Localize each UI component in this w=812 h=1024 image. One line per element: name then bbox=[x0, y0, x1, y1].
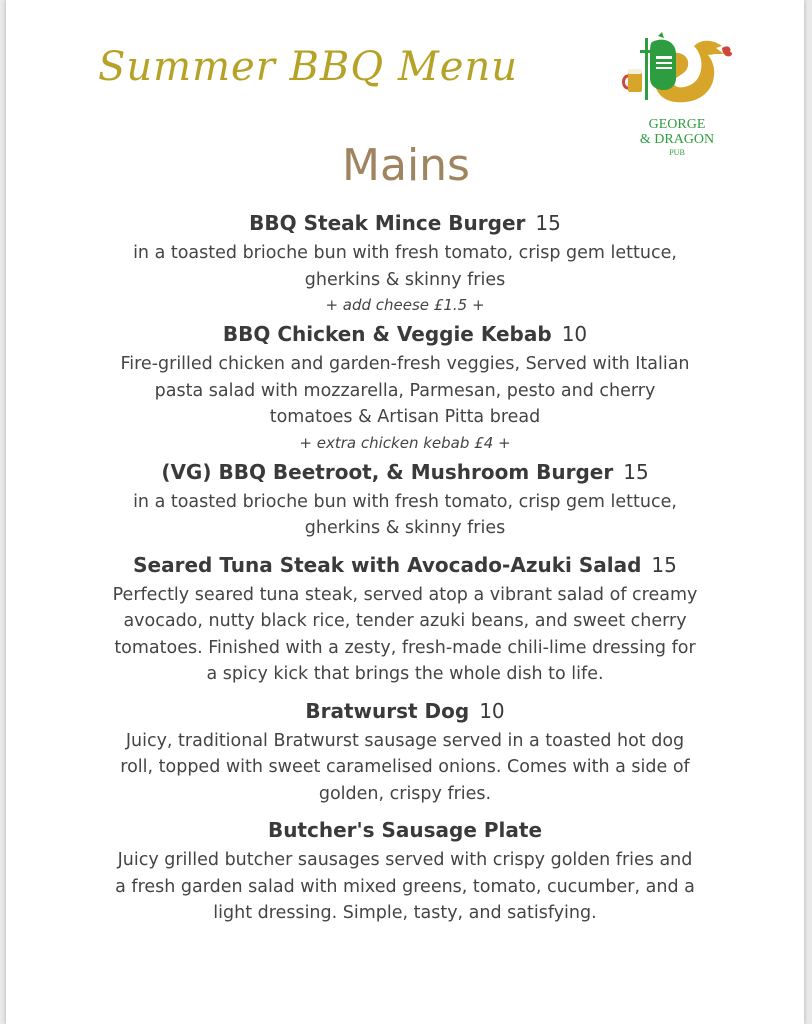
item-price: 15 bbox=[623, 459, 649, 484]
item-name: BBQ Steak Mince Burger bbox=[249, 211, 526, 235]
item-name: BBQ Chicken & Veggie Kebab bbox=[222, 322, 552, 346]
item-extra: + extra chicken kebab £4 + bbox=[299, 433, 511, 452]
item-description-line: a fresh garden salad with mixed greens, tomato, cucumber, and a bbox=[115, 876, 695, 897]
item-description-line: in a toasted brioche bun with fresh tomato, crisp gem lettuce, bbox=[133, 243, 677, 263]
item-heading bbox=[6, 548, 804, 582]
item-description-line: light dressing. Simple, tasty, and satisfying. bbox=[213, 903, 597, 923]
item-heading bbox=[6, 455, 804, 489]
item-price: 15 bbox=[535, 211, 561, 235]
item-name: Seared Tuna Steak with Avocado-Azuki Salad bbox=[133, 552, 642, 577]
menu-item bbox=[6, 317, 804, 455]
item-description-line: avocado, nutty black rice, tender azuki beans, and sweet cherry bbox=[123, 611, 687, 631]
logo-text-dragon: & DRAGON bbox=[639, 132, 715, 147]
item-description-line: Perfectly seared tuna steak, served atop a vibrant salad of creamy bbox=[112, 584, 698, 605]
menu-list bbox=[6, 206, 804, 927]
item-description-line: golden, crispy fries. bbox=[318, 783, 492, 804]
item-price: 10 bbox=[561, 322, 588, 346]
item-heading bbox=[6, 206, 804, 240]
item-description-line: pasta salad with mozzarella, Parmesan, pesto and cherry bbox=[154, 380, 656, 401]
item-description-line: tomatoes & Artisan Pitta bread bbox=[269, 407, 541, 427]
menu-item bbox=[6, 694, 804, 814]
item-description-line: a spicy kick that brings the whole dish to life. bbox=[206, 664, 604, 684]
item-description-line: Fire-grilled chicken and garden-fresh veggies, Served with Italian bbox=[120, 354, 690, 374]
george-and-dragon-logo-icon bbox=[618, 32, 736, 118]
item-description-line: roll, topped with sweet caramelised onions. Comes with a side of bbox=[120, 757, 690, 777]
menu-item bbox=[6, 206, 804, 317]
section-title: Mains bbox=[342, 140, 470, 191]
item-price: 10 bbox=[479, 698, 505, 723]
menu-item bbox=[6, 455, 804, 548]
logo-text-george: GEORGE bbox=[648, 117, 706, 132]
item-name: Butcher's Sausage Plate bbox=[267, 818, 543, 842]
item-heading bbox=[6, 813, 804, 847]
menu-item bbox=[6, 548, 804, 694]
menu-item bbox=[6, 813, 804, 927]
logo-text-pub: PUB bbox=[669, 148, 685, 157]
item-description-line: gherkins & skinny fries bbox=[304, 518, 506, 538]
item-heading bbox=[6, 317, 804, 351]
menu-title: Summer BBQ Menu bbox=[98, 44, 518, 90]
item-price: 15 bbox=[651, 552, 677, 577]
item-description-line: Juicy, traditional Bratwurst sausage served in a toasted hot dog bbox=[125, 730, 685, 751]
item-extra: + add cheese £1.5 + bbox=[325, 296, 485, 314]
item-description-line: gherkins & skinny fries bbox=[304, 269, 506, 290]
item-name: Bratwurst Dog bbox=[305, 698, 470, 723]
item-description-line: Juicy grilled butcher sausages served with crispy golden fries and bbox=[117, 850, 693, 870]
item-name: (VG) BBQ Beetroot, & Mushroom Burger bbox=[161, 459, 614, 484]
item-heading bbox=[6, 694, 804, 728]
item-description-line: in a toasted brioche bun with fresh tomato, crisp gem lettuce, bbox=[133, 491, 677, 512]
item-description-line: tomatoes. Finished with a zesty, fresh-made chili-lime dressing for bbox=[114, 637, 696, 658]
